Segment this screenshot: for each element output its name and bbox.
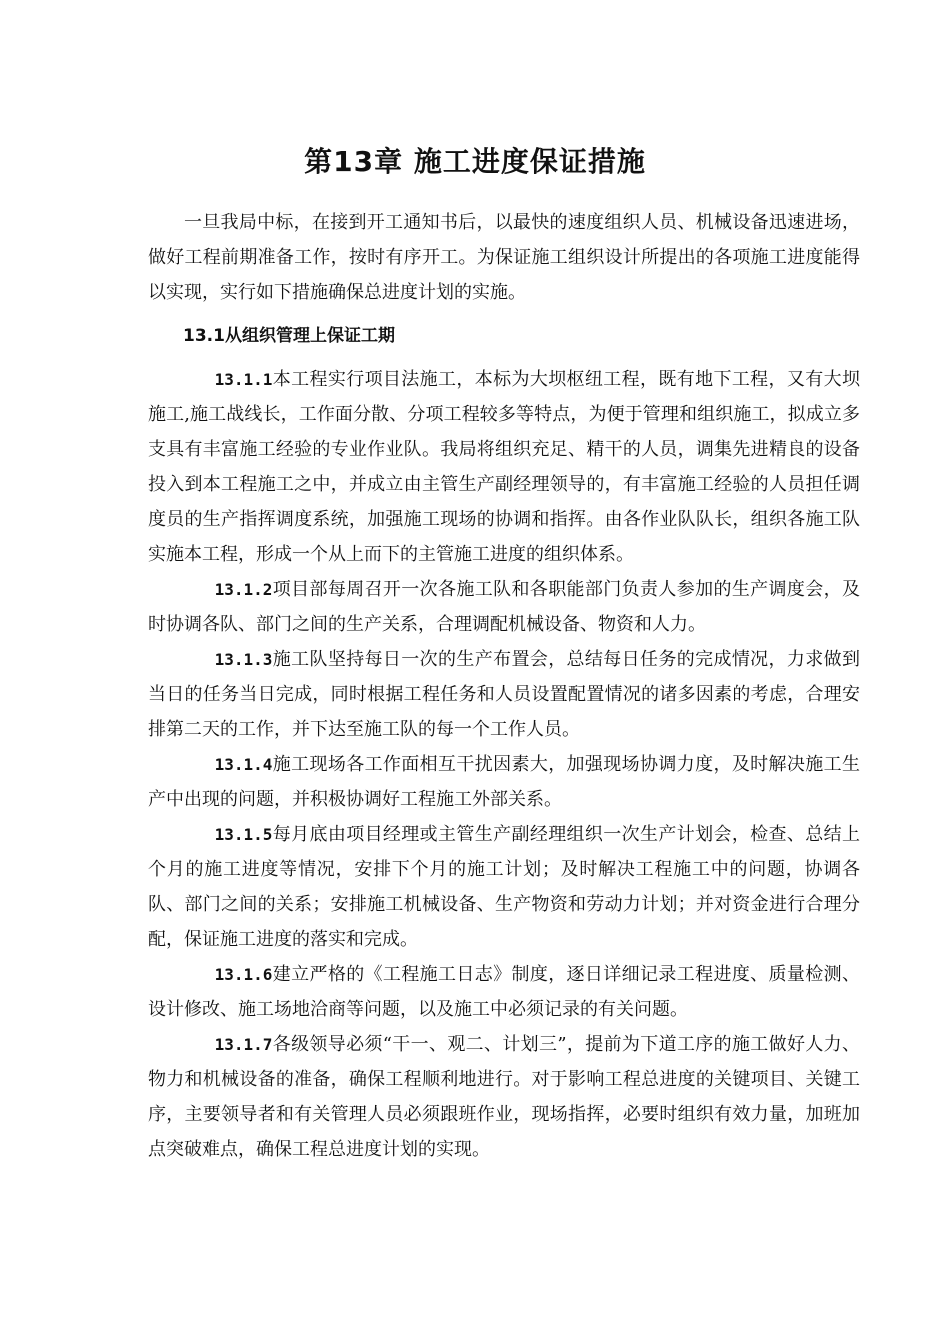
section-heading: 13.1从组织管理上保证工期: [183, 326, 395, 346]
clause-paragraph: [148, 362, 860, 572]
clause-paragraph: [148, 957, 860, 1027]
clause-text: 施工现场各工作面相互干扰因素大，加强现场协调力度，及时解决施工生产中出现的问题，并积极协调好工程施工外部关系。: [148, 754, 860, 810]
clause-number: 13.1.4: [214, 755, 273, 774]
clause-number: 13.1.5: [214, 825, 273, 844]
clause-number: 13.1.3: [214, 650, 273, 669]
clause-paragraph: [148, 642, 860, 747]
clause-text: 每月底由项目经理或主管生产副经理组织一次生产计划会，检查、总结上个月的施工进度等情况，安排下个月的施工计划；及时解决工程施工中的问题，协调各队、部门之间的关系；安排施工机械设备、生产物资和劳动力计划；并对资金进行合理分配，保证施工进度的落实和完成。: [148, 824, 860, 950]
clause-paragraph: [148, 1027, 860, 1167]
clause-number: 13.1.6: [214, 965, 273, 984]
clause-paragraph: [148, 817, 860, 957]
clause-paragraph: [148, 572, 860, 642]
clause-text: 本工程实行项目法施工，本标为大坝枢纽工程，既有地下工程，又有大坝施工,施工战线长，工作面分散、分项工程较多等特点，为便于管理和组织施工，拟成立多支具有丰富施工经验的专业作业队。我局将组织充足、精干的人员，调集先进精良的设备投入到本工程施工之中，并成立由主管生产副经理领导的，有丰富施工经验的人员担任调度员的生产指挥调度系统，加强施工现场的协调和指挥。由各作业队队长，组织各施工队实施本工程，形成一个从上而下的主管施工进度的组织体系。: [148, 369, 860, 565]
document-body: [148, 205, 860, 1167]
intro-paragraph: 一旦我局中标，在接到开工通知书后，以最快的速度组织人员、机械设备迅速进场，做好工程前期准备工作，按时有序开工。为保证施工组织设计所提出的各项施工进度能得以实现，实行如下措施确保总进度计划的实施。: [148, 212, 860, 303]
page-title: 第13章 施工进度保证措施: [304, 145, 646, 178]
clause-number: 13.1.2: [214, 580, 273, 599]
clause-text: 各级领导必须“干一、观二、计划三”，提前为下道工序的施工做好人力、物力和机械设备的准备，确保工程顺利地进行。对于影响工程总进度的关键项目、关键工序，主要领导者和有关管理人员必须跟班作业，现场指挥，必要时组织有效力量，加班加点突破难点，确保工程总进度计划的实现。: [148, 1034, 860, 1160]
clause-text: 建立严格的《工程施工日志》制度，逐日详细记录工程进度、质量检测、设计修改、施工场地洽商等问题，以及施工中必须记录的有关问题。: [148, 964, 860, 1020]
clause-text: 施工队坚持每日一次的生产布置会，总结每日任务的完成情况，力求做到当日的任务当日完成，同时根据工程任务和人员设置配置情况的诸多因素的考虑，合理安排第二天的工作，并下达至施工队的每一个工作人员。: [148, 649, 860, 740]
clause-text: 项目部每周召开一次各施工队和各职能部门负责人参加的生产调度会，及时协调各队、部门之间的生产关系，合理调配机械设备、物资和人力。: [148, 579, 860, 635]
clause-number: 13.1.7: [214, 1035, 273, 1054]
clause-number: 13.1.1: [214, 370, 273, 389]
clause-paragraph: [148, 747, 860, 817]
